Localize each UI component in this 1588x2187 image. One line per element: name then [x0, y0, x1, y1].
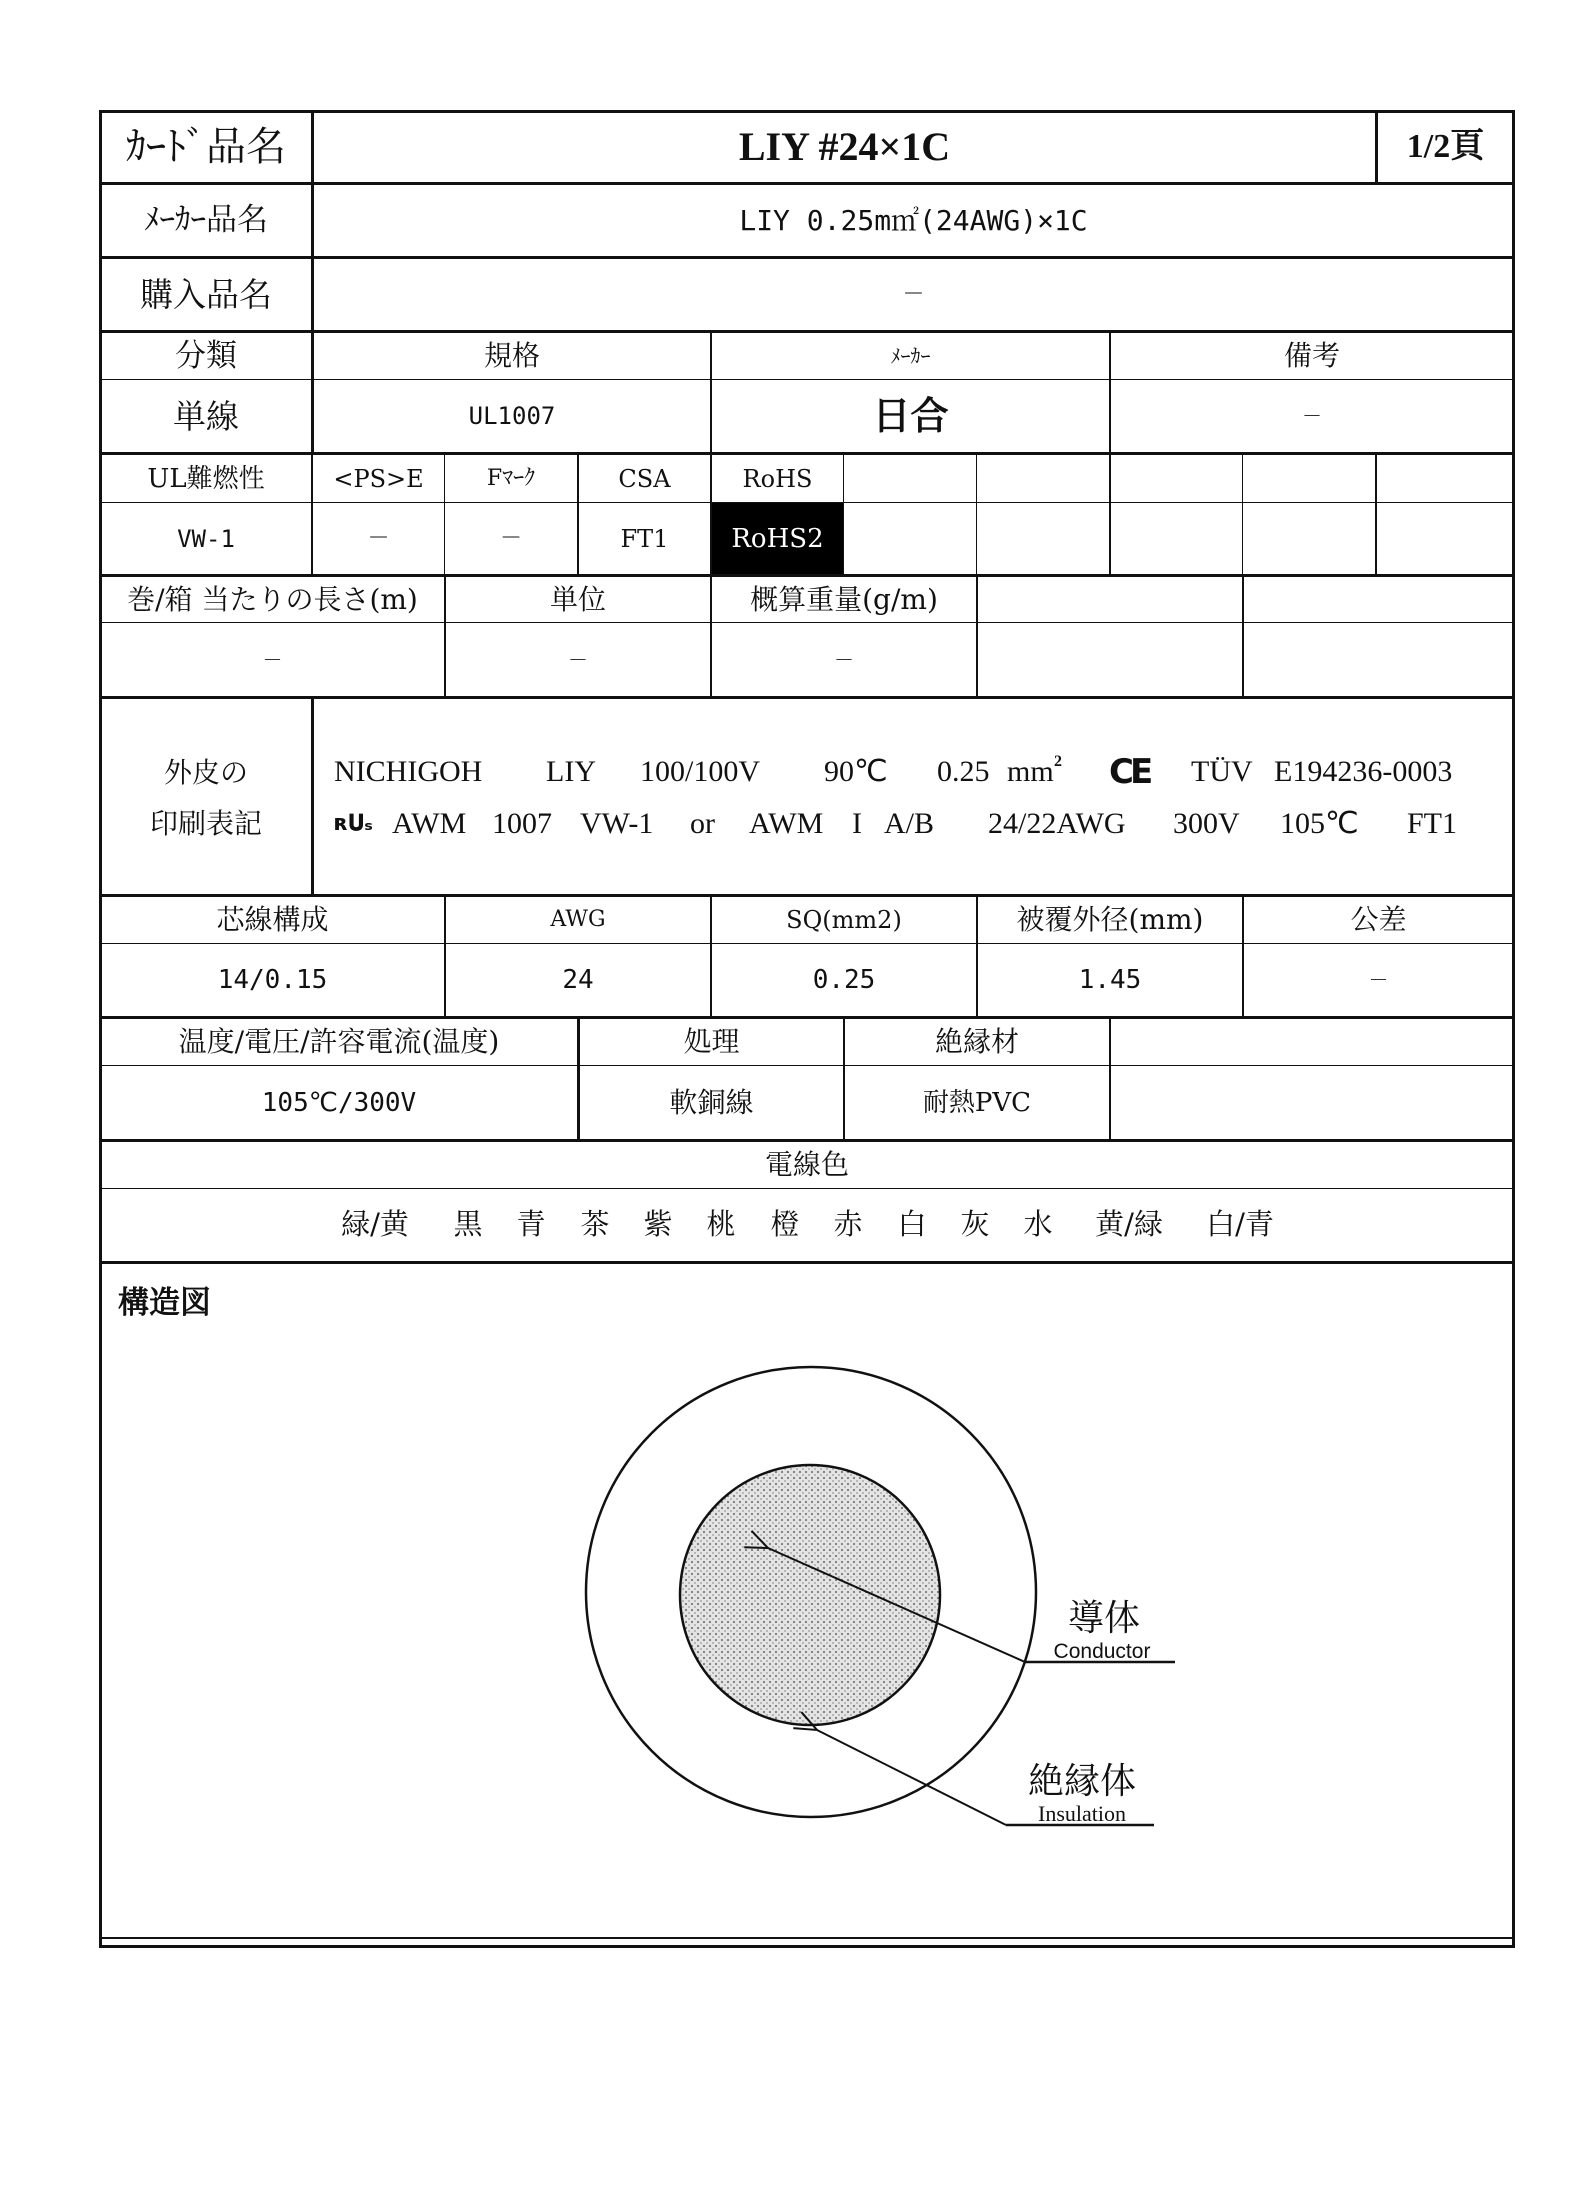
classification-header-maker: ﾒｰｶｰ	[890, 344, 931, 368]
print-105c: 105℃	[1280, 807, 1359, 840]
conductor-sq: 0.25	[812, 965, 876, 995]
wire-color-item: 橙	[770, 1206, 800, 1241]
print-nichigoh: NICHIGOH	[334, 755, 483, 788]
wire-color-item: 茶	[580, 1206, 610, 1241]
print-awm-2: AWM	[749, 807, 824, 840]
print-temp-90: 90℃	[824, 755, 888, 788]
classification-header-standard: 規格	[483, 339, 540, 372]
printing-label-line2: 印刷表記	[149, 807, 262, 840]
maker-part-label: ﾒｰｶｰ品名	[144, 202, 268, 238]
wire-color-item: 青	[516, 1206, 546, 1241]
print-ft1: FT1	[1407, 807, 1458, 840]
packaging-header-unit: 単位	[549, 582, 606, 616]
wire-color-item: 紫	[643, 1206, 673, 1241]
print-300v: 300V	[1173, 807, 1240, 840]
insulation-label-jp: 絶縁体	[1027, 1761, 1136, 1802]
wire-color-item: 緑/黄	[341, 1206, 409, 1241]
wire-colors-label: 電線色	[764, 1148, 849, 1181]
print-unit-sup: 2	[1054, 753, 1062, 770]
print-size: 0.25	[937, 755, 990, 788]
cert-header-ul-flame: UL難燃性	[147, 463, 265, 494]
conductor-header-tolerance: 公差	[1350, 903, 1407, 936]
cert-pse: －	[367, 525, 390, 551]
conductor-header-od: 被覆外径(mm)	[1016, 903, 1204, 936]
ratings-header-insulation: 絶縁材	[934, 1025, 1019, 1058]
ratings-temp-voltage: 105℃/300V	[261, 1087, 417, 1118]
wire-color-item: 黄/緑	[1095, 1206, 1163, 1241]
classification-header-remarks: 備考	[1283, 339, 1340, 372]
classification-maker: 日合	[872, 394, 949, 438]
ce-mark-icon: CE	[1109, 752, 1150, 792]
conductor-label-en: Conductor	[1053, 1639, 1151, 1663]
purchase-part-value: －	[902, 281, 925, 307]
wire-color-item: 桃	[706, 1206, 736, 1241]
ratings-header-temp-voltage: 温度/電圧/許容電流(温度)	[178, 1025, 500, 1058]
print-1007: 1007	[492, 807, 552, 840]
wire-color-item: 黒	[453, 1206, 483, 1241]
wire-color-item: 白/青	[1206, 1206, 1274, 1241]
page-indicator: 1/2頁	[1406, 128, 1485, 165]
cert-header-csa: CSA	[618, 464, 671, 493]
insulation-label-en: Insulation	[1038, 1801, 1126, 1826]
packaging-header-weight: 概算重量(g/m)	[750, 582, 938, 616]
print-voltage: 100/100V	[640, 755, 760, 788]
print-ab: A/B	[884, 807, 935, 840]
print-cert-number: E194236-0003	[1274, 755, 1453, 788]
conductor-disc	[680, 1465, 940, 1725]
purchase-part-label: 購入品名	[140, 275, 272, 314]
conductor-tolerance: －	[1368, 968, 1389, 992]
classification-header-category: 分類	[175, 337, 237, 374]
card-name-value: LIY #24×1C	[738, 124, 951, 169]
conductor-strands: 14/0.15	[217, 965, 328, 995]
packaging-unit: －	[568, 647, 588, 672]
print-or: or	[690, 807, 715, 840]
cert-f-mark: －	[499, 525, 522, 551]
conductor-label-jp: 導体	[1067, 1598, 1140, 1639]
print-liy: LIY	[546, 755, 596, 788]
print-awg: 24/22AWG	[988, 807, 1126, 840]
conductor-od: 1.45	[1078, 965, 1142, 995]
cert-header-f-mark: Fﾏｰｸ	[486, 465, 536, 491]
print-awm-1: AWM	[392, 807, 467, 840]
cert-header-rohs: RoHS	[742, 464, 813, 493]
printing-label-line1: 外皮の	[163, 756, 248, 789]
ratings-insulation: 耐熱PVC	[922, 1087, 1032, 1118]
classification-category: 単線	[173, 396, 239, 436]
packaging-length: －	[262, 647, 283, 672]
ratings-treatment: 軟銅線	[669, 1085, 754, 1119]
conductor-header-awg: AWG	[550, 907, 606, 932]
packaging-header-length: 巻/箱 当たりの長さ(m)	[127, 582, 418, 616]
print-tuv: TÜV	[1191, 755, 1253, 788]
wire-color-item: 灰	[960, 1206, 990, 1241]
card-name-label: ｶｰﾄﾞ品名	[126, 124, 286, 170]
packaging-weight: －	[834, 647, 854, 672]
wire-color-item: 白	[897, 1206, 927, 1241]
conductor-awg: 24	[562, 965, 594, 995]
cert-header-pse: <PS>E	[333, 464, 424, 493]
conductor-header-strands: 芯線構成	[216, 903, 329, 936]
ratings-header-treatment: 処理	[683, 1025, 740, 1058]
wire-color-item: 赤	[833, 1206, 863, 1241]
print-vw1: VW-1	[580, 807, 654, 840]
cert-ul-flame: VW-1	[177, 524, 235, 553]
print-roman-one: I	[852, 807, 862, 840]
ul-recognized-icon: ʀ𝐔ₛ	[334, 811, 373, 836]
structure-title: 構造図	[118, 1284, 211, 1321]
classification-standard: UL1007	[468, 402, 556, 430]
maker-part-value: LIY 0.25m㎡(24AWG)×1C	[739, 203, 1088, 237]
wire-color-item: 水	[1023, 1206, 1053, 1241]
conductor-header-sq: SQ(mm2)	[786, 906, 902, 934]
classification-remarks: －	[1302, 404, 1322, 428]
cert-rohs: RoHS2	[712, 503, 843, 574]
cert-csa: FT1	[620, 524, 669, 553]
print-unit-mm: mm	[1007, 755, 1054, 788]
